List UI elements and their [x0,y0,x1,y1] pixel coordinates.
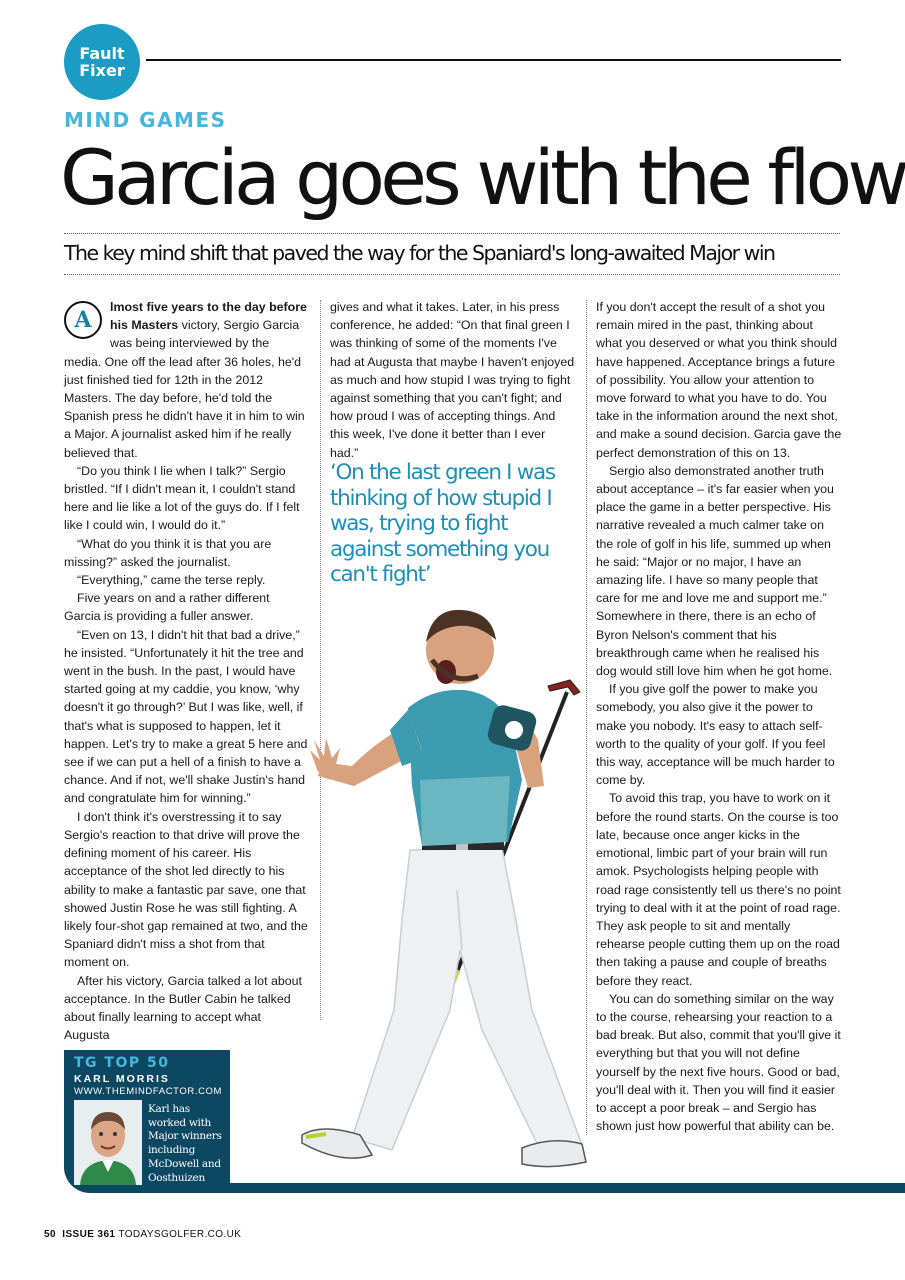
fault-fixer-badge [64,24,140,100]
header-rule [146,59,841,61]
col1-paragraph-2: “Do you think I lie when I talk?” Sergio bristled. “If I didn't mean it, I couldn't stand here and lie like a lot of the guys do. If I felt like I could win, I would do it.” [64,463,300,533]
site-url: TODAYSGOLFER.CO.UK [118,1229,242,1240]
page-number: 50 [44,1229,56,1240]
col1-paragraph-1 [64,298,309,462]
col1-paragraph-8: After his victory, Garcia talked a lot about acceptance. In the Butler Cabin he talked about finally learning to accept what Augusta [64,973,302,1043]
col1-paragraph-4: “Everything,” came the terse reply. [77,573,266,588]
col3-paragraph-2: Sergio also demonstrated another truth about acceptance – it's far easier when you place the game in a better perspective. His narrative revealed a much calmer take on the role of golf in his life, summed up when he said: “Major or no major, I have an amazing life. I have so many people that care for me and love me and support me.” Somewhere in there, there is an echo of Byron Nelson's comment that his breakthrough came when he realised his dog would still love him when he got home. [596,463,834,679]
col1-p1-text: victory, Sergio Garcia was being interviewed by the media. One off the lead after 36 holes, he'd just finished tied for 12th in the 2012 Masters. The day before, he'd told the Spanish press he didn't have it in him to win a Major. A journalist asked him if he really believed that. [64,318,305,460]
profile-portrait [74,1100,142,1185]
body-column-3 [596,298,842,1135]
col3-paragraph-3: If you give golf the power to make you somebody, you also give it the power to make you nobody. It's easy to attach self-worth to the quality of your golf. If you feel this way, acceptance will be much harder to come by. [596,682,835,788]
profile-url: WWW.THEMINDFACTOR.COM [74,1086,223,1097]
standfirst-top-rule [64,233,840,234]
badge-line-2: Fixer [79,61,125,80]
expert-profile-box [64,1050,230,1193]
col2-paragraph-1: gives and what it takes. Later, in his press conference, he added: “On that final green I was thinking of some of the moments I've had at Augusta that maybe I haven't enjoyed as much and how stupid I was trying to fight against something that you can't fight; and how proud I was of accepting things. And this week, I've done it better than I ever had.” [330,300,575,460]
footer-bar [228,1183,905,1193]
col3-paragraph-1: If you don't accept the result of a shot you remain mired in the past, thinking about what you deserved or what you think should have happened. Acceptance brings a future of possibility. You allow your attention to move forward to what you have to do. You take in the information around the next shot, and make a sound decision. Garcia gave the perfect demonstration of this on 13. [596,300,842,460]
page-folio [44,1229,241,1240]
drop-cap: A [64,301,102,339]
col1-paragraph-3: “What do you think it is that you are missing?” asked the journalist. [64,536,272,569]
badge-line-1: Fault [79,44,125,63]
body-column-2 [330,298,575,462]
body-column-1 [64,298,309,1044]
golfer-celebration-photo [282,590,602,1185]
headline: Garcia goes with the flow [60,133,905,222]
standfirst: The key mind shift that paved the way for the Spaniard's long-awaited Major win [64,241,775,265]
section-kicker: MIND GAMES [64,108,227,132]
issue-number: ISSUE 361 [62,1229,116,1240]
col1-paragraph-7: I don't think it's overstressing it to say Sergio's reaction to that drive will prove the defining moment of his career. His acceptance of the shot led directly to his ability to make a fantastic par save, one that showed Justin Rose he was still fighting. A likely four-shot gap remained at two, and the Spaniard didn't miss a shot from that moment on. [64,809,308,970]
lead-in-bold: lmost five years to the day before his Masters [110,300,307,333]
profile-bio: Karl has worked with Major winners including McDowell and Oosthuizen [148,1103,222,1184]
profile-rank: TG TOP 50 [74,1055,170,1071]
pull-quote: ‘On the last green I was thinking of how stupid I was, trying to fight against something you can't fight’ [330,460,555,587]
profile-name: KARL MORRIS [74,1073,170,1085]
standfirst-bottom-rule [64,274,840,275]
col3-paragraph-4: To avoid this trap, you have to work on it before the round starts. On the course is too late, because once anger kicks in the emotional, limbic part of your brain will run amok. Psychologists helping people with road rage consistently tell us there's no point trying to deal with it at the point of road rage. They ask people to sit and mentally rehearse people cutting them up on the road then taking a pause and couple of breaths before they react. [596,791,841,988]
col1-paragraph-5: Five years on and a rather different Garcia is providing a fuller answer. [64,591,270,624]
col1-paragraph-6: “Even on 13, I didn't hit that bad a drive,” he insisted. “Unfortunately it hit the tree and went in the bush. In the past, I would have started going at my caddie, you know, ‘why doesn't it go through?’ But I was like, well, if that's what is supposed to happen, let it happen. Let's try to make a great 5 here and see if we can put a hell of a finish to have a chance. And if not, we'll shake Justin's hand and congratulate him for winning.” [64,627,308,806]
col3-paragraph-5: You can do something similar on the way to the course, rehearsing your reaction to a bad break. But also, commit that you'll give it everything but that you will not define yourself by the next five hours. Good or bad, you'll deal with it. Then you will find it easier to accept a poor break – and Sergio has shown just how powerful that ability can be. [596,991,841,1134]
